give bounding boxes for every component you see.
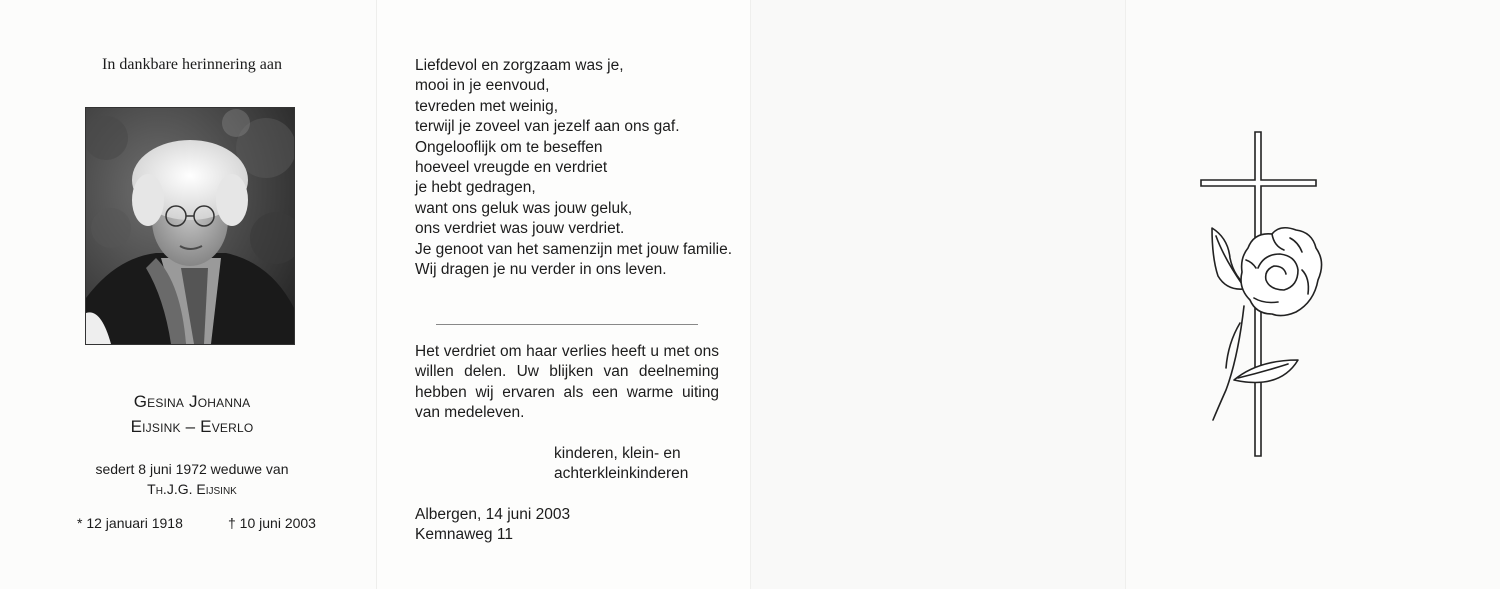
birth-date: * 12 januari 1918 <box>77 515 183 531</box>
poem-line: Wij dragen je nu verder in ons leven. <box>415 261 667 279</box>
husband-name: Th.J.G. Eijsink <box>147 481 237 497</box>
portrait-photo <box>85 107 295 345</box>
place-date: Albergen, 14 juni 2003 <box>415 506 571 523</box>
signature <box>554 444 688 485</box>
poem-line: je hebt gedragen, <box>415 179 536 197</box>
poem-line: Je genoot van het samenzijn met jouw familie. <box>415 240 733 258</box>
place-and-address <box>415 505 570 546</box>
address: Kemnaweg 11 <box>415 526 513 544</box>
poem-line: Ongelooflijk om te beseffen <box>415 138 603 156</box>
poem <box>415 56 732 280</box>
poem-line: tevreden met weinig, <box>415 97 559 115</box>
poem-line: want ons geluk was jouw geluk, <box>415 199 633 217</box>
cross-with-rose-icon <box>1198 128 1323 460</box>
remembrance-heading: In dankbare herinnering aan <box>102 56 282 73</box>
blank-panel <box>750 0 1126 589</box>
signature-line: kinderen, klein- en <box>554 445 681 462</box>
poem-line: ons verdriet was jouw verdriet. <box>415 220 625 238</box>
divider-line <box>436 324 698 325</box>
thank-you-text: Het verdriet om haar verlies heeft u met ons willen delen. Uw blijken van deelneming hebben wij ervaren als een warme uiting van medeleven. <box>415 343 719 422</box>
poem-line: terwijl je zoveel van jezelf aan ons gaf. <box>415 118 680 136</box>
death-date: † 10 juni 2003 <box>228 515 316 531</box>
signature-line: achterkleinkinderen <box>554 465 689 483</box>
poem-line: Liefdevol en zorgzaam was je, <box>415 57 624 74</box>
deceased-surname: Eijsink – Everlo <box>130 417 254 436</box>
widow-text: sedert 8 juni 1972 weduwe van <box>95 461 289 477</box>
deceased-first-names: Gesina Johanna <box>133 392 251 411</box>
poem-line: mooi in je eenvoud, <box>415 77 550 95</box>
poem-line: hoeveel vreugde en verdriet <box>415 159 608 177</box>
